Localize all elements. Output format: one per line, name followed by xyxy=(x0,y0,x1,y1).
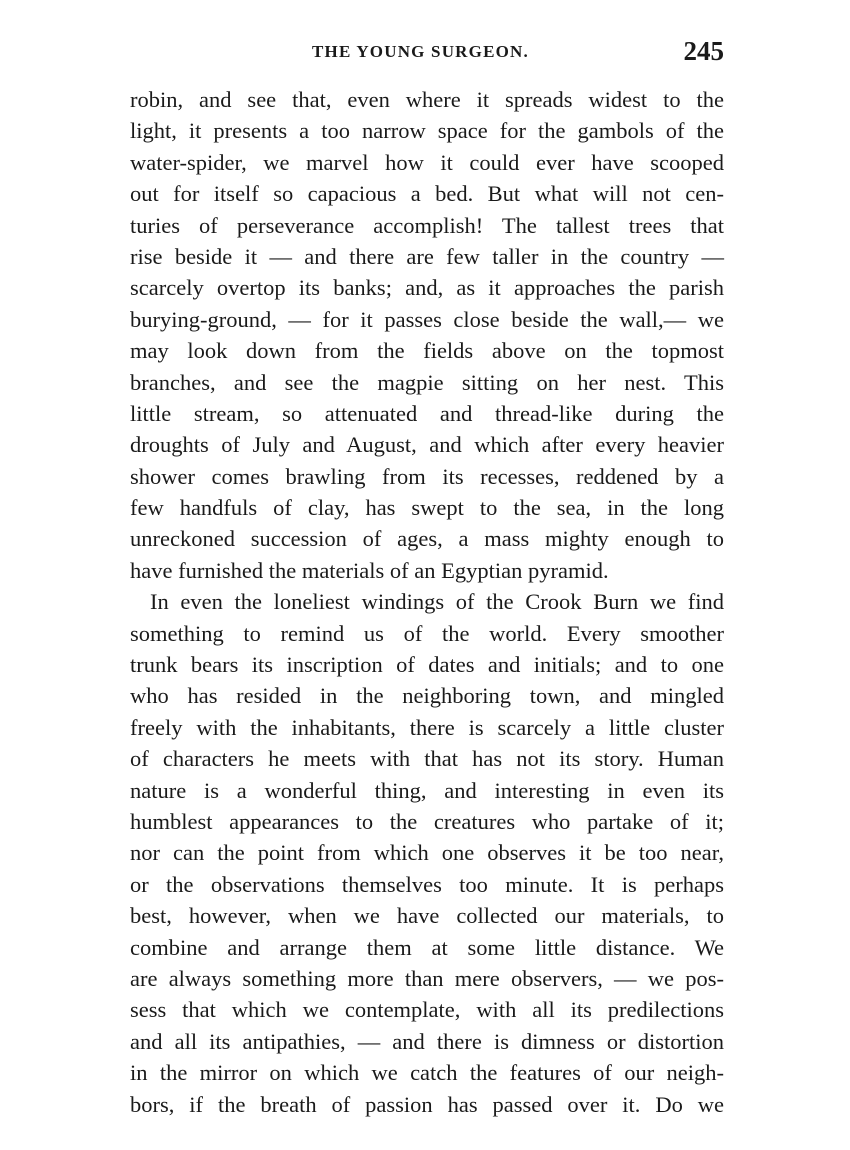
text-line: light, it presents a too narrow space for the gambols of the xyxy=(130,118,724,144)
text-line: freely with the inhabitants, there is scarcely a little cluster xyxy=(130,714,724,740)
text-line: turies of perseverance accomplish! The tallest trees that xyxy=(130,212,724,238)
text-line: bors, if the breath of passion has passed over it. Do we xyxy=(130,1091,724,1117)
running-title: THE YOUNG SURGEON. xyxy=(312,42,529,61)
page-header xyxy=(130,38,724,78)
text-line: trunk bears its inscription of dates and initials; and to one xyxy=(130,652,724,678)
text-line: who has resided in the neighboring town, and mingled xyxy=(130,683,724,709)
page-number: 245 xyxy=(683,36,724,66)
text-line: few handfuls of clay, has swept to the sea, in the long xyxy=(130,495,724,521)
text-line: little stream, so attenuated and thread-like during the xyxy=(130,400,724,426)
text-line: combine and arrange them at some little distance. We xyxy=(130,934,724,960)
text-line: in the mirror on which we catch the features of our neigh- xyxy=(130,1060,724,1086)
body-text xyxy=(130,84,724,1120)
paragraph xyxy=(130,84,724,586)
text-line: best, however, when we have collected our materials, to xyxy=(130,903,724,929)
text-line: branches, and see the magpie sitting on her nest. This xyxy=(130,369,724,395)
text-line: something to remind us of the world. Every smoother xyxy=(130,620,724,646)
text-line: may look down from the fields above on the topmost xyxy=(130,338,724,364)
text-line: robin, and see that, even where it spreads widest to the xyxy=(130,87,724,112)
text-line: humblest appearances to the creatures who partake of it; xyxy=(130,808,724,834)
text-line: are always something more than mere observers, — we pos- xyxy=(130,965,724,991)
paragraph xyxy=(130,586,724,1120)
text-line: unreckoned succession of ages, a mass mighty enough to xyxy=(130,526,724,552)
text-line: In even the loneliest windings of the Crook Burn we find xyxy=(150,589,724,615)
text-line: scarcely overtop its banks; and, as it approaches the parish xyxy=(130,275,724,301)
text-line: and all its antipathies, — and there is dimness or distortion xyxy=(130,1028,724,1054)
text-line: out for itself so capacious a bed. But what will not cen- xyxy=(130,181,724,207)
text-line: of characters he meets with that has not its story. Human xyxy=(130,746,724,772)
text-line: sess that which we contemplate, with all its predilections xyxy=(130,997,724,1023)
text-line: shower comes brawling from its recesses, reddened by a xyxy=(130,463,724,489)
text-line: or the observations themselves too minute. It is perhaps xyxy=(130,871,724,897)
text-line: nature is a wonderful thing, and interesting in even its xyxy=(130,777,724,803)
text-line: droughts of July and August, and which after every heavier xyxy=(130,432,724,458)
text-line: have furnished the materials of an Egyptian pyramid. xyxy=(130,557,609,583)
text-line: nor can the point from which one observes it be too near, xyxy=(130,840,724,866)
text-line: water-spider, we marvel how it could ever have scooped xyxy=(130,149,724,175)
text-line: burying-ground, — for it passes close beside the wall,— we xyxy=(130,306,724,332)
text-line: rise beside it — and there are few taller in the country — xyxy=(130,243,724,269)
